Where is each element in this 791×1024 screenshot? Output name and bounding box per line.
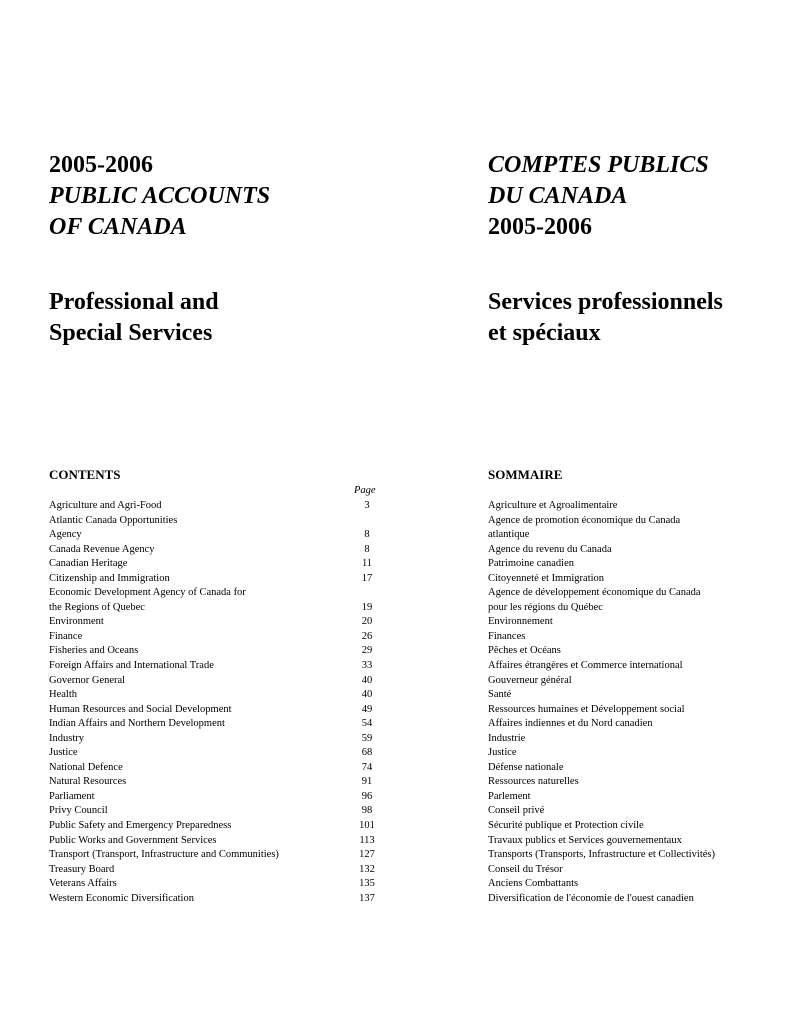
list-item: Affaires étrangères et Commerce international [488,660,683,672]
entry-page-number: 132 [359,863,375,875]
english-title-line-2: PUBLIC ACCOUNTS [49,183,271,209]
list-item [49,819,429,834]
entry-label: Industry [49,732,84,744]
english-title-line-3: OF CANADA [49,214,187,240]
list-item: Conseil du Trésor [488,863,563,875]
entry-label: Citizenship and Immigration [49,572,170,584]
entry-page-number: 40 [361,689,373,701]
list-item: Agriculture et Agroalimentaire [488,500,618,511]
english-title [49,150,270,243]
entry-label: Public Safety and Emergency Preparedness [49,820,232,832]
entry-label: Canada Revenue Agency [49,543,155,555]
list-item [49,848,429,863]
list-item: Anciens Combattants [488,878,579,890]
list-item [49,528,429,543]
entry-page-number: 127 [359,849,375,861]
list-item [49,586,429,601]
list-item [49,543,429,558]
entry-page-number: 8 [364,543,370,555]
entry-label: Parliament [49,790,95,802]
entry-page-number: 3 [364,500,370,511]
entry-label: Veterans Affairs [49,878,117,890]
entry-page-number: 113 [359,834,375,846]
list-item: Agence de développement économique du Canada [488,587,701,599]
french-title-line-1: COMPTES PUBLICS [488,152,709,178]
entry-label: Foreign Affairs and International Trade [49,660,214,672]
french-subtitle-line-1: Services professionnels [488,289,723,315]
list-item: Ressources humaines et Développement social [488,703,685,715]
entry-page-number: 135 [359,878,375,890]
list-item: Gouverneur général [488,674,572,686]
entry-label: Privy Council [49,805,108,817]
list-item: Défense nationale [488,761,564,773]
entry-label: Transport (Transport, Infrastructure and Communities) [49,849,279,861]
list-item [49,834,429,849]
list-item [49,775,429,790]
list-item [49,892,429,907]
entry-label: Agriculture and Agri-Food [49,500,162,511]
list-item: pour les régions du Québec [488,601,603,613]
list-item [49,514,429,529]
list-item [49,674,429,689]
entry-label: National Defence [49,761,123,773]
entry-label: Economic Development Agency of Canada for [49,587,246,599]
entry-page-number: 96 [361,790,373,802]
english-subtitle [49,287,219,349]
entry-page-number: 74 [361,761,373,773]
entry-page-number: 68 [361,747,373,759]
list-item: Sécurité publique et Protection civile [488,820,644,832]
list-item [49,601,429,616]
sommaire-heading: SOMMAIRE [488,467,563,482]
entry-label: Environment [49,616,104,628]
page-column-label: Page [354,485,376,496]
list-item: Pêches et Océans [488,645,561,657]
entry-page-number: 54 [361,718,373,730]
list-item: Agence de promotion économique du Canada [488,514,681,526]
english-subtitle-line-2: Special Services [49,320,213,346]
list-item [49,717,429,732]
list-item: Conseil privé [488,805,545,817]
entry-label: Finance [49,630,83,642]
entry-label: Public Works and Government Services [49,834,217,846]
entry-page-number: 59 [361,732,373,744]
english-contents-list [49,499,429,906]
list-item: Citoyenneté et Immigration [488,572,605,584]
english-subtitle-line-1: Professional and [49,289,219,315]
list-item: Agence du revenu du Canada [488,543,612,555]
entry-page-number: 40 [361,674,373,686]
list-item [49,877,429,892]
entry-page-number: 19 [361,601,373,613]
list-item: Environnement [488,616,553,628]
french-contents-list [488,499,788,906]
entry-page-number: 8 [364,529,370,541]
list-item [49,644,429,659]
entry-page-number: 98 [361,805,373,817]
french-title-line-2: DU CANADA [488,183,628,209]
list-item [49,703,429,718]
french-title [488,150,709,243]
entry-label: Canadian Heritage [49,558,128,570]
list-item: Diversification de l'économie de l'ouest canadien [488,892,694,904]
list-item: Transports (Transports, Infrastructure et Collectivités) [488,849,715,861]
entry-label: Justice [49,747,78,759]
list-item [49,746,429,761]
entry-page-number: 17 [361,572,373,584]
entry-page-number: 29 [361,645,373,657]
entry-label: Treasury Board [49,863,115,875]
list-item: Parlement [488,790,531,802]
list-item [49,659,429,674]
list-item [49,732,429,747]
entry-label: Atlantic Canada Opportunities [49,514,178,526]
list-item: Patrimoine canadien [488,558,575,570]
list-item [49,615,429,630]
entry-label: Human Resources and Social Development [49,703,232,715]
list-item [49,790,429,805]
entry-page-number: 101 [359,820,375,832]
entry-label: the Regions of Quebec [49,601,145,613]
entry-page-number: 20 [361,616,373,628]
list-item [49,761,429,776]
french-subtitle [488,287,723,349]
french-title-year: 2005-2006 [488,214,592,240]
list-item [49,688,429,703]
entry-page-number: 33 [361,660,373,672]
list-item [49,499,429,514]
list-item: Ressources naturelles [488,776,579,788]
entry-page-number: 91 [361,776,373,788]
entry-label: Agency [49,529,82,541]
list-item: Travaux publics et Services gouvernementaux [488,834,682,846]
list-item: atlantique [488,529,530,541]
list-item: Santé [488,689,512,701]
entry-label: Fisheries and Oceans [49,645,139,657]
entry-page-number: 26 [361,630,373,642]
english-title-year: 2005-2006 [49,152,153,178]
entry-label: Health [49,689,77,701]
list-item: Justice [488,747,517,759]
entry-label: Indian Affairs and Northern Development [49,718,225,730]
entry-page-number: 11 [361,558,373,570]
entry-page-number: 49 [361,703,373,715]
french-subtitle-line-2: et spéciaux [488,320,601,346]
list-item [49,863,429,878]
list-item: Finances [488,630,526,642]
entry-label: Natural Resources [49,776,127,788]
list-item [49,572,429,587]
entry-label: Governor General [49,674,126,686]
contents-heading: CONTENTS [49,467,121,482]
list-item [49,557,429,572]
list-item [49,804,429,819]
entry-page-number: 137 [359,892,375,904]
list-item: Affaires indiennes et du Nord canadien [488,718,653,730]
list-item: Industrie [488,732,526,744]
entry-label: Western Economic Diversification [49,892,194,904]
list-item [49,630,429,645]
